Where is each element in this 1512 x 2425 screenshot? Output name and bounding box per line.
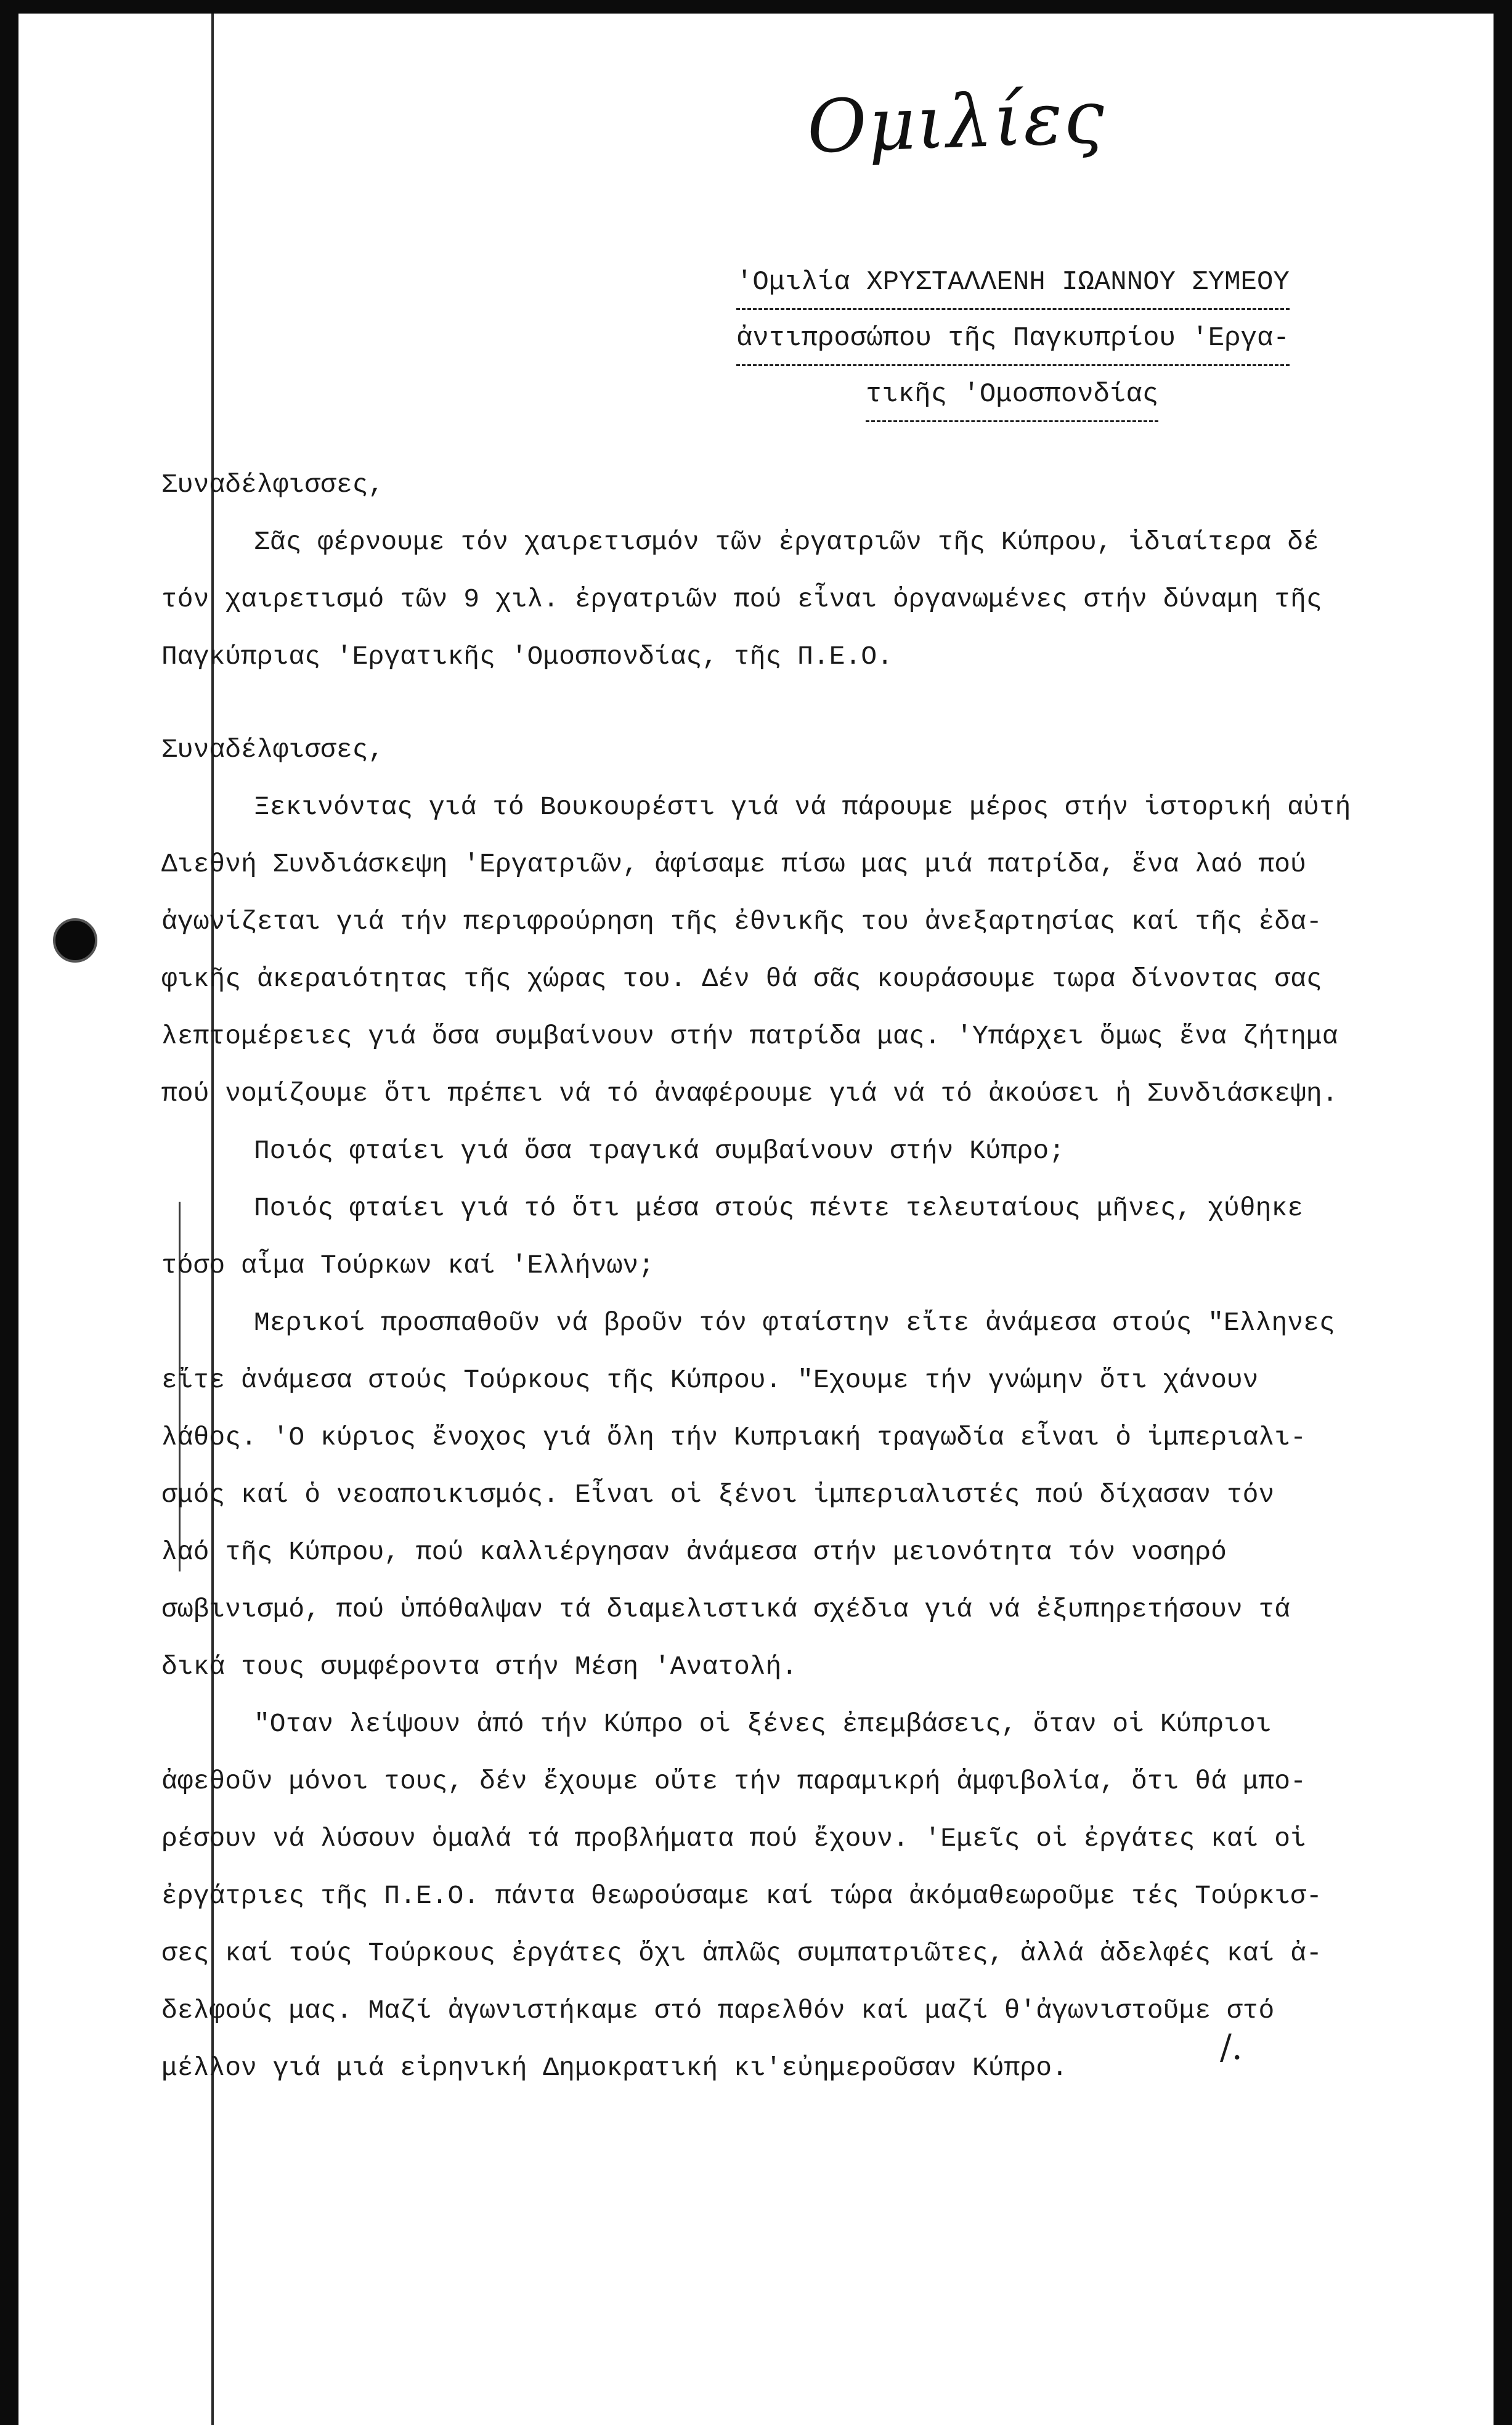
paragraph-line: Σᾶς φέρνουμε τόν χαιρετισμόν τῶν ἐργατριῶν τῆς Κύπρου, ἰδιαίτερα δέ [254, 527, 1319, 557]
speech-body [161, 456, 1394, 2097]
paragraph-line: φικῆς ἀκεραιότητας τῆς χώρας του. Δέν θά σᾶς κουράσουμε τωρα δίνοντας σας [161, 964, 1322, 994]
scan-edge-left [0, 0, 18, 2425]
heading-line-2: ἀντιπροσώπου τῆς Παγκυπρίου 'Εργα- [736, 314, 1290, 366]
paragraph-line: Μερικοί προσπαθοῦν νά βροῦν τόν φταίστην εἴτε ἀνάμεσα στούς "Ελληνες [254, 1308, 1335, 1338]
question-line: τόσο αἷμα Τούρκων καί 'Ελλήνων; [161, 1250, 654, 1281]
scan-edge-right [1494, 0, 1512, 2425]
paragraph-line: εἴτε ἀνάμεσα στούς Τούρκους τῆς Κύπρου. "Εχουμε τήν γνώμην ὅτι χάνουν [161, 1365, 1259, 1395]
paragraph-line: δελφούς μας. Μαζί ἀγωνιστήκαμε στό παρελθόν καί μαζί θ'ἀγωνιστοῦμε στό [161, 1995, 1275, 2026]
paragraph-line: τόν χαιρετισμό τῶν 9 χιλ. ἐργατριῶν πού εἶναι ὀργανωμένες στήν δύναμη τῆς [161, 584, 1322, 614]
paragraph-line: λεπτομέρειες γιά ὅσα συμβαίνουν στήν πατρίδα μας. 'Υπάρχει ὅμως ἕνα ζήτημα [161, 1021, 1338, 1051]
heading-line-1: 'Ομιλία ΧΡΥΣΤΑΛΛΕΝΗ ΙΩΑΝΝΟΥ ΣΥΜΕΟΥ [736, 258, 1290, 310]
paragraph-line: "Οταν λείψουν ἀπό τήν Κύπρο οἱ ξένες ἐπεμβάσεις, ὅταν οἱ Κύπριοι [254, 1709, 1272, 1739]
paragraph-line: πού νομίζουμε ὅτι πρέπει νά τό ἀναφέρουμε γιά νά τό ἀκούσει ἡ Συνδιάσκεψη. [161, 1078, 1338, 1109]
paragraph-line: Παγκύπριας 'Εργατικῆς 'Ομοσπονδίας, τῆς Π.Ε.Ο. [161, 642, 893, 672]
salutation: Συναδέλφισσες, [161, 470, 384, 500]
paragraph-line: λάθος. 'Ο κύριος ἔνοχος γιά ὅλη τήν Κυπριακή τραγωδία εἶναι ὁ ἰμπεριαλι- [161, 1422, 1306, 1453]
speech-heading [736, 258, 1352, 426]
paragraph-line: σες καί τούς Τούρκους ἐργάτες ὄχι ἁπλῶς συμπατριῶτες, ἀλλά ἀδελφές καί ἀ- [161, 1938, 1322, 1968]
paragraph-line: ἐργάτριες τῆς Π.Ε.Ο. πάντα θεωρούσαμε καί τώρα ἀκόμαθεωροῦμε τές Τούρκισ- [161, 1881, 1322, 1911]
heading-line-3: τικῆς 'Ομοσπονδίας [866, 370, 1158, 422]
paragraph-line: σωβινισμό, πού ὑπόθαλψαν τά διαμελιστικά σχέδια γιά νά ἐξυπηρετήσουν τά [161, 1594, 1291, 1624]
paragraph-line: μέλλον γιά μιά εἰρηνική Δημοκρατική κι'εὐημεροῦσαν Κύπρο. [161, 2053, 1068, 2083]
handwritten-title: Ομιλίες [805, 74, 1107, 169]
page-continuation-mark: /. [1220, 2028, 1243, 2068]
question-line: Ποιός φταίει γιά ὅσα τραγικά συμβαίνουν στήν Κύπρο; [254, 1136, 1065, 1166]
paragraph-line: ἀγωνίζεται γιά τήν περιφρούρηση τῆς ἐθνικῆς του ἀνεξαρτησίας καί τῆς ἐδα- [161, 907, 1322, 937]
paragraph-line: ρέσουν νά λύσουν ὁμαλά τά προβλήματα πού ἔχουν. 'Εμεῖς οἱ ἐργάτες καί οἱ [161, 1824, 1306, 1854]
paragraph-line: Διεθνή Συνδιάσκεψη 'Εργατριῶν, ἀφίσαμε πίσω μας μιά πατρίδα, ἕνα λαό πού [161, 849, 1306, 879]
scan-edge-top [0, 0, 1512, 14]
paragraph-line: ἀφεθοῦν μόνοι τους, δέν ἔχουμε οὔτε τήν παραμικρή ἀμφιβολία, ὅτι θά μπο- [161, 1766, 1306, 1796]
question-line: Ποιός φταίει γιά τό ὅτι μέσα στούς πέντε τελευταίους μῆνες, χύθηκε [254, 1193, 1304, 1223]
paragraph-line: Ξεκινόντας γιά τό Βουκουρέστι γιά νά πάρουμε μέρος στήν ἱστορική αὐτή [254, 792, 1351, 822]
paragraph-line: δικά τους συμφέροντα στήν Μέση 'Ανατολή. [161, 1652, 798, 1682]
punch-hole [53, 918, 97, 963]
paragraph-line: λαό τῆς Κύπρου, πού καλλιέργησαν ἀνάμεσα στήν μειονότητα τόν νοσηρό [161, 1537, 1227, 1567]
paragraph-line: σμός καί ὁ νεοαποικισμός. Εἶναι οἱ ξένοι ἰμπεριαλιστές πού δίχασαν τόν [161, 1480, 1275, 1510]
salutation: Συναδέλφισσες, [161, 735, 384, 765]
